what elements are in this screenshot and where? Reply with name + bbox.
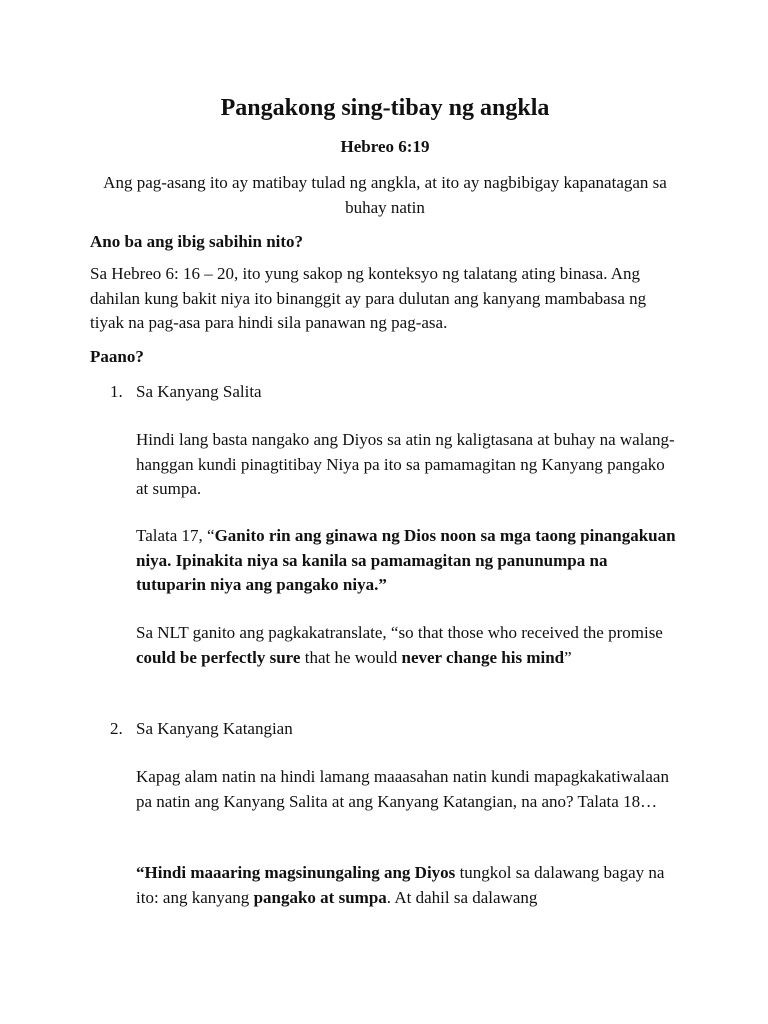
item-2-paragraph-1: Kapag alam natin na hindi lamang maaasahan natin kundi mapagkakatiwalaan pa natin ang Kanyang Salita at ang Kanyang Katangian, na ano? Talata 18… <box>136 767 669 811</box>
text-run: Sa NLT ganito ang pagkakatranslate, “so that those who received the promise <box>136 623 663 642</box>
scripture-verse: Ang pag-asang ito ay matibay tulad ng angkla, at ito ay nagbibigay kapanatagan sa buhay natin <box>103 173 667 217</box>
list-number: 2. <box>110 719 123 738</box>
item-1-paragraph-3 <box>136 621 680 670</box>
item-2-paragraph-2 <box>136 861 680 910</box>
text-run: Talata 17, “ <box>136 526 215 545</box>
text-run: tungkol sa dalawang bagay na ito: ang kanyang <box>136 863 665 907</box>
item-1-paragraph-2 <box>136 524 680 598</box>
scripture-reference: Hebreo 6:19 <box>340 137 430 156</box>
list-number: 1. <box>110 382 123 401</box>
text-run: ” <box>564 647 572 667</box>
bold-text: could be perfectly sure <box>136 647 301 667</box>
document-title: Pangakong sing-tibay ng angkla <box>220 95 550 121</box>
section-heading-meaning: Ano ba ang ibig sabihin nito? <box>90 232 304 251</box>
bold-text: “Hindi maaaring magsinungaling ang Diyos <box>136 863 456 882</box>
item-1-paragraph-1: Hindi lang basta nangako ang Diyos sa atin ng kaligtasana at buhay na walang-hanggan kundi pinagtitibay Niya pa ito sa pamamagitan ng Kanyang pangako at sumpa. <box>136 430 675 498</box>
section-heading-how: Paano? <box>90 347 144 366</box>
paragraph-context: Sa Hebreo 6: 16 – 20, ito yung sakop ng konteksyo ng talatang ating binasa. Ang dahilan kung bakit niya ito binanggit ay para dulutan ang kanyang mambabasa ng tiyak na pag-asa para hindi sila panawan ng pag-asa. <box>90 264 647 332</box>
bold-quote: Ganito rin ang ginawa ng Dios noon sa mga taong pinangakuan niya. Ipinakita niya sa kanila sa pamamagitan ng panunumpa na tutuparin niya ang pangako niya.” <box>136 526 676 594</box>
text-run: that he would <box>300 647 402 667</box>
bold-text: pangako at sumpa <box>253 887 387 907</box>
list-label: Sa Kanyang Katangian <box>136 719 293 738</box>
list-label: Sa Kanyang Salita <box>136 382 262 401</box>
text-run: . At dahil sa dalawang <box>386 887 538 907</box>
bold-text: never change his mind <box>401 647 565 667</box>
